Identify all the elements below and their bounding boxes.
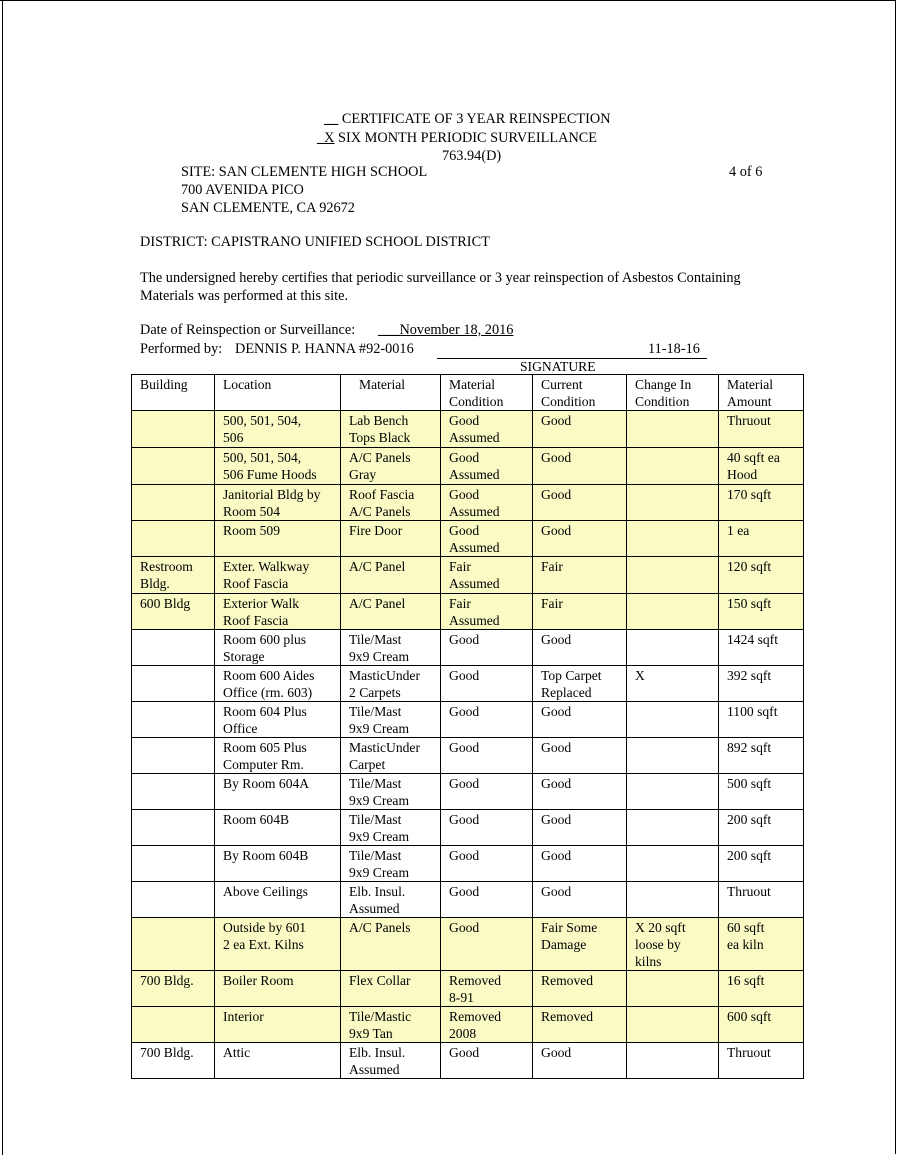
site-name: SITE: SAN CLEMENTE HIGH SCHOOL	[181, 164, 428, 180]
cell-location: Room 605 Plus Computer Rm.	[215, 738, 341, 774]
cell-material: Tile/Mast 9x9 Cream	[341, 702, 441, 738]
header-current-condition: Current Condition	[533, 375, 627, 411]
cell-material-condition: Good	[441, 1043, 533, 1079]
cell-material-condition: Good Assumed	[441, 411, 533, 448]
header-location: Location	[215, 375, 341, 411]
cell-material-condition: Good	[441, 846, 533, 882]
cell-amount: 120 sqft	[719, 557, 804, 594]
surveillance-mark: _X	[317, 130, 335, 146]
cell-amount: 392 sqft	[719, 666, 804, 702]
signature-label: SIGNATURE	[520, 359, 596, 374]
cell-change	[627, 411, 719, 448]
date-label: Date of Reinspection or Surveillance:	[140, 322, 356, 338]
cell-change	[627, 630, 719, 666]
cell-material-condition: Good Assumed	[441, 485, 533, 521]
cell-amount: 60 sqft ea kiln	[719, 918, 804, 971]
cell-material-condition: Good Assumed	[441, 521, 533, 557]
cell-material-condition: Good	[441, 630, 533, 666]
header-material-amount: Material Amount	[719, 375, 804, 411]
cell-location: Above Ceilings	[215, 882, 341, 918]
cell-change	[627, 774, 719, 810]
cell-change	[627, 1043, 719, 1079]
cell-building: 700 Bldg.	[132, 971, 215, 1007]
cell-material: Flex Collar	[341, 971, 441, 1007]
cell-material: A/C Panels Gray	[341, 448, 441, 485]
date-value: ___November 18, 2016	[378, 322, 514, 338]
cell-current-condition: Good	[533, 702, 627, 738]
cell-location: Room 509	[215, 521, 341, 557]
cell-material: Tile/Mast 9x9 Cream	[341, 774, 441, 810]
header-building: Building	[132, 375, 215, 411]
cell-building	[132, 411, 215, 448]
table-row	[132, 448, 804, 485]
certification-text-line2: Materials was performed at this site.	[140, 288, 349, 304]
cell-location: Attic	[215, 1043, 341, 1079]
cell-location: By Room 604A	[215, 774, 341, 810]
table-row	[132, 411, 804, 448]
cell-material: MasticUnder 2 Carpets	[341, 666, 441, 702]
cell-change	[627, 594, 719, 630]
cell-change	[627, 448, 719, 485]
cell-amount: Thruout	[719, 882, 804, 918]
cell-current-condition: Top Carpet Replaced	[533, 666, 627, 702]
surveillance-title: SIX MONTH PERIODIC SURVEILLANCE	[334, 130, 598, 146]
table-row	[132, 557, 804, 594]
cell-building	[132, 846, 215, 882]
cell-location: Interior	[215, 1007, 341, 1043]
cell-building	[132, 918, 215, 971]
table-row	[132, 1043, 804, 1079]
cell-material: Roof Fascia A/C Panels	[341, 485, 441, 521]
cell-current-condition: Good	[533, 521, 627, 557]
table-row	[132, 918, 804, 971]
cell-material-condition: Fair Assumed	[441, 557, 533, 594]
cell-amount: 200 sqft	[719, 846, 804, 882]
table-row	[132, 666, 804, 702]
cell-material: Tile/Mast 9x9 Cream	[341, 630, 441, 666]
cell-building	[132, 630, 215, 666]
cell-building	[132, 666, 215, 702]
table-row	[132, 971, 804, 1007]
district-name: DISTRICT: CAPISTRANO UNIFIED SCHOOL DISTRICT	[140, 234, 490, 250]
header-material: Material	[341, 375, 441, 411]
cell-material: Elb. Insul. Assumed	[341, 1043, 441, 1079]
cell-location: Outside by 601 2 ea Ext. Kilns	[215, 918, 341, 971]
cell-material: A/C Panel	[341, 594, 441, 630]
table-row	[132, 810, 804, 846]
cell-current-condition: Good	[533, 810, 627, 846]
cell-material: Fire Door	[341, 521, 441, 557]
table-row	[132, 1007, 804, 1043]
cell-building	[132, 882, 215, 918]
cell-current-condition: Good	[533, 738, 627, 774]
cell-material-condition: Good	[441, 738, 533, 774]
cell-change	[627, 1007, 719, 1043]
cell-location: Room 604B	[215, 810, 341, 846]
cell-location: Exter. Walkway Roof Fascia	[215, 557, 341, 594]
cell-amount: 40 sqft ea Hood	[719, 448, 804, 485]
table-row	[132, 738, 804, 774]
cell-amount: 170 sqft	[719, 485, 804, 521]
cell-amount: 1100 sqft	[719, 702, 804, 738]
certification-text-line1: The undersigned hereby certifies that periodic surveillance or 3 year reinspection of Asbestos Containing	[140, 270, 741, 286]
cell-current-condition: Good	[533, 411, 627, 448]
inspection-table	[131, 374, 804, 1079]
cell-current-condition: Good	[533, 846, 627, 882]
cell-current-condition: Good	[533, 1043, 627, 1079]
cell-material-condition: Good	[441, 666, 533, 702]
cell-current-condition: Good	[533, 882, 627, 918]
cell-building	[132, 810, 215, 846]
cell-change	[627, 485, 719, 521]
cell-location: Room 604 Plus Office	[215, 702, 341, 738]
surveillance-line	[317, 130, 597, 147]
cell-material-condition: Good	[441, 774, 533, 810]
cell-building	[132, 1007, 215, 1043]
site-address-line1: 700 AVENIDA PICO	[181, 182, 304, 198]
cell-building	[132, 702, 215, 738]
cell-building: Restroom Bldg.	[132, 557, 215, 594]
cell-building	[132, 738, 215, 774]
cell-location: Exterior Walk Roof Fascia	[215, 594, 341, 630]
table-row	[132, 882, 804, 918]
table-row	[132, 594, 804, 630]
cell-change: X	[627, 666, 719, 702]
cell-material: Lab Bench Tops Black	[341, 411, 441, 448]
cell-amount: 600 sqft	[719, 1007, 804, 1043]
cell-change	[627, 882, 719, 918]
cell-material: Tile/Mast 9x9 Cream	[341, 846, 441, 882]
cell-material: Tile/Mastic 9x9 Tan	[341, 1007, 441, 1043]
table-row	[132, 521, 804, 557]
cell-location: 500, 501, 504, 506	[215, 411, 341, 448]
table-row	[132, 846, 804, 882]
cell-amount: 16 sqft	[719, 971, 804, 1007]
cell-material-condition: Good	[441, 882, 533, 918]
cell-amount: 1 ea	[719, 521, 804, 557]
cell-amount: 150 sqft	[719, 594, 804, 630]
cell-location: Janitorial Bldg by Room 504	[215, 485, 341, 521]
table-header-row	[132, 375, 804, 411]
cell-change	[627, 846, 719, 882]
cell-change	[627, 702, 719, 738]
header-change-in-condition: Change In Condition	[627, 375, 719, 411]
cell-building	[132, 448, 215, 485]
performed-date: 11-18-16	[648, 341, 700, 357]
cell-building	[132, 521, 215, 557]
cell-location: Room 600 plus Storage	[215, 630, 341, 666]
site-address-line2: SAN CLEMENTE, CA 92672	[181, 200, 355, 216]
cell-building	[132, 774, 215, 810]
cell-current-condition: Fair	[533, 594, 627, 630]
certificate-blank: __	[324, 111, 339, 127]
cell-location: By Room 604B	[215, 846, 341, 882]
cell-amount: 892 sqft	[719, 738, 804, 774]
cell-material-condition: Removed 2008	[441, 1007, 533, 1043]
cell-material: Tile/Mast 9x9 Cream	[341, 810, 441, 846]
certificate-title: CERTIFICATE OF 3 YEAR REINSPECTION	[338, 111, 611, 127]
table-row	[132, 485, 804, 521]
cell-building	[132, 485, 215, 521]
cell-material-condition: Good Assumed	[441, 448, 533, 485]
cell-material: MasticUnder Carpet	[341, 738, 441, 774]
cell-current-condition: Good	[533, 448, 627, 485]
regulation-code: 763.94(D)	[442, 148, 502, 164]
cell-current-condition: Good	[533, 485, 627, 521]
cell-building: 600 Bldg	[132, 594, 215, 630]
cell-material-condition: Fair Assumed	[441, 594, 533, 630]
cell-material: A/C Panel	[341, 557, 441, 594]
page-number: 4 of 6	[729, 164, 763, 180]
cell-amount: 500 sqft	[719, 774, 804, 810]
cell-location: Room 600 Aides Office (rm. 603)	[215, 666, 341, 702]
cell-current-condition: Fair Some Damage	[533, 918, 627, 971]
page-left-rule	[2, 0, 3, 1155]
cell-amount: 200 sqft	[719, 810, 804, 846]
table-row	[132, 630, 804, 666]
cell-change	[627, 971, 719, 1007]
performed-by-value: DENNIS P. HANNA #92-0016	[235, 341, 414, 357]
performed-label: Performed by:	[140, 341, 223, 357]
cell-change	[627, 738, 719, 774]
cell-change	[627, 810, 719, 846]
cell-change	[627, 557, 719, 594]
cell-current-condition: Removed	[533, 971, 627, 1007]
cell-current-condition: Good	[533, 774, 627, 810]
cell-material-condition: Good	[441, 702, 533, 738]
cell-amount: Thruout	[719, 1043, 804, 1079]
cell-building: 700 Bldg.	[132, 1043, 215, 1079]
cell-material: A/C Panels	[341, 918, 441, 971]
table-row	[132, 702, 804, 738]
cell-current-condition: Removed	[533, 1007, 627, 1043]
cell-current-condition: Fair	[533, 557, 627, 594]
table-row	[132, 774, 804, 810]
cell-material: Elb. Insul. Assumed	[341, 882, 441, 918]
cell-material-condition: Good	[441, 918, 533, 971]
cell-current-condition: Good	[533, 630, 627, 666]
cell-material-condition: Good	[441, 810, 533, 846]
header-material-condition: Material Condition	[441, 375, 533, 411]
cell-amount: Thruout	[719, 411, 804, 448]
cell-location: Boiler Room	[215, 971, 341, 1007]
cell-change	[627, 521, 719, 557]
cell-material-condition: Removed 8-91	[441, 971, 533, 1007]
cell-amount: 1424 sqft	[719, 630, 804, 666]
cell-location: 500, 501, 504, 506 Fume Hoods	[215, 448, 341, 485]
certificate-line	[324, 111, 611, 128]
cell-change: X 20 sqft loose by kilns	[627, 918, 719, 971]
